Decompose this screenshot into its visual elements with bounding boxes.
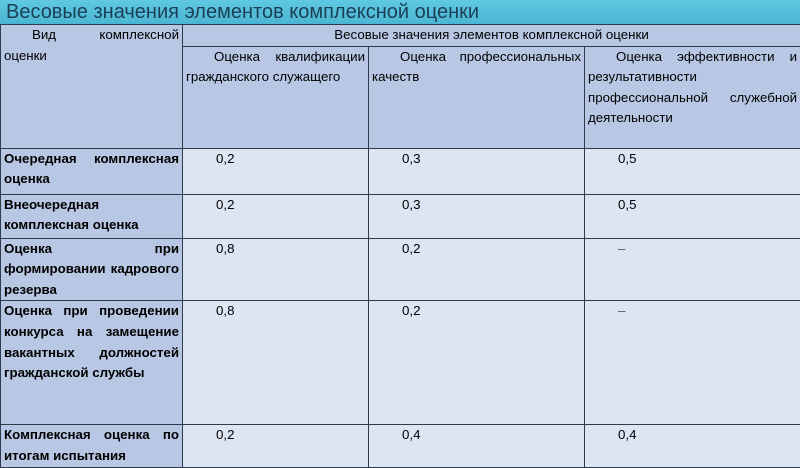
value-cell (369, 148, 585, 194)
value-effectiveness: 0,5 (588, 149, 637, 170)
value-professional-qualities: 0,3 (372, 149, 421, 170)
value-cell (585, 238, 800, 301)
value-cell (585, 194, 800, 238)
value-qualification: 0,2 (186, 195, 235, 216)
header-weights: Весовые значения элементов комплексной оценки (183, 25, 800, 47)
slide-title: Весовые значения элементов комплексной оценки (0, 0, 800, 24)
value-cell (369, 425, 585, 467)
value-qualification: 0,2 (186, 149, 235, 170)
value-cell (369, 301, 585, 425)
value-cell (585, 148, 800, 194)
column-header-professional-qualities: Оценка профессиональных качеств (369, 46, 585, 148)
value-professional-qualities: 0,2 (372, 239, 421, 260)
value-professional-qualities: 0,3 (372, 195, 421, 216)
value-effectiveness: 0,5 (588, 195, 637, 216)
value-effectiveness: 0,4 (588, 425, 637, 446)
table-row (1, 194, 800, 238)
value-cell (369, 194, 585, 238)
table-row (1, 425, 800, 467)
value-cell (369, 238, 585, 301)
value-cell (183, 148, 369, 194)
value-qualification: 0,2 (186, 425, 235, 446)
column-header-effectiveness: Оценка эффективности и результативности профессиональной служебной деятельности (585, 46, 800, 148)
table-row (1, 238, 800, 301)
value-qualification: 0,8 (186, 239, 235, 260)
value-cell (183, 425, 369, 467)
value-cell (183, 301, 369, 425)
header-kind: Вид комплексной оценки (1, 25, 183, 149)
table-row (1, 301, 800, 425)
table-row (1, 148, 800, 194)
value-cell (183, 238, 369, 301)
value-professional-qualities: 0,2 (372, 301, 421, 322)
value-cell (585, 301, 800, 425)
value-effectiveness: – (588, 301, 625, 322)
value-cell (585, 425, 800, 467)
value-cell (183, 194, 369, 238)
row-kind: Внеочередная комплексная оценка (1, 194, 183, 238)
row-kind: Оценка при проведении конкурса на замещение вакантных должностей гражданской службы (1, 301, 183, 425)
row-kind: Комплексная оценка по итогам испытания (1, 425, 183, 467)
row-kind: Оценка при формировании кадрового резерва (1, 238, 183, 301)
weights-table (0, 24, 800, 468)
value-effectiveness: – (588, 239, 625, 260)
value-qualification: 0,8 (186, 301, 235, 322)
value-professional-qualities: 0,4 (372, 425, 421, 446)
column-header-qualification: Оценка квалификации гражданского служащего (183, 46, 369, 148)
row-kind: Очередная комплексная оценка (1, 148, 183, 194)
